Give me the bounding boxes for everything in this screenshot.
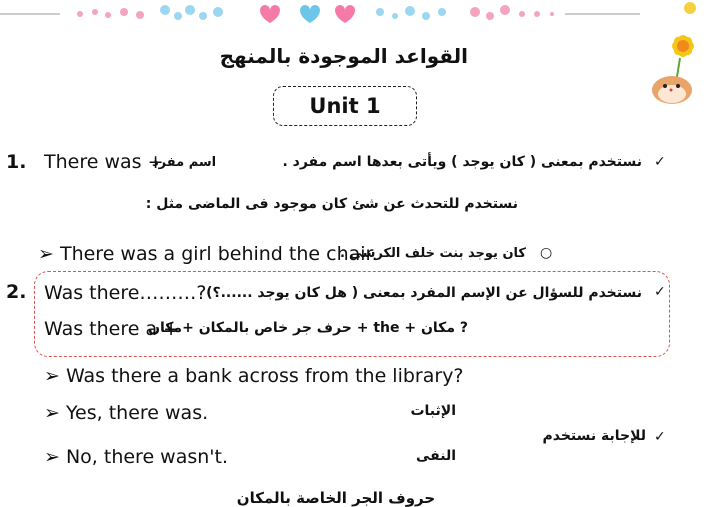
answer-yes-en: ➢ Yes, there was. [44, 402, 209, 424]
check-icon: ✓ [654, 154, 666, 170]
rule-number-1: 1. [6, 151, 27, 173]
answer-no-label: النفى [415, 448, 456, 464]
check-icon: ✓ [654, 429, 666, 445]
section-heading-partial: حروف الجر الخاصة بالمكان [236, 489, 436, 507]
rule1-example-en: ➢ There was a girl behind the chair. [38, 243, 378, 265]
page-title: القواعد الموجودة بالمنهج [219, 44, 468, 68]
decorative-border [0, 0, 708, 28]
bullet-icon: ○ [540, 245, 553, 261]
flower-hamster-illustration [650, 28, 708, 108]
rule1-description: نستخدم بمعنى ( كان يوجد ) ويأتى بعدها اسم مفرد . [282, 154, 642, 170]
rule2-formula-ar: ? مكان + the + حرف جر خاص بالمكان +مكان [148, 320, 468, 336]
rule2-description: نستخدم للسؤال عن الإسم المفرد بمعنى ( هل كان يوجد ......؟) [206, 285, 642, 301]
rule1-formula-ar: اسم مفرد [152, 155, 217, 170]
rule1-usage: نستخدم للتحدث عن شئ كان موجود فى الماضى مثل : [145, 196, 518, 212]
rule2-example: ➢ Was there a bank across from the library? [44, 365, 464, 387]
answer-no-en: ➢ No, there wasn't. [44, 446, 229, 468]
rule-number-2: 2. [6, 281, 27, 303]
rule1-formula-en: There was + [44, 151, 164, 173]
rule2-question-en: Was there………? [44, 282, 207, 304]
answer-label: للإجابة نستخدم [542, 428, 646, 444]
answer-yes-label: الإثبات [410, 403, 456, 419]
rule1-example-ar: كان يوجد بنت خلف الكرسى . [339, 246, 526, 261]
check-icon: ✓ [654, 284, 666, 300]
unit-title: Unit 1 [273, 86, 417, 126]
rule2-formula-en: Was there a + [44, 318, 180, 340]
